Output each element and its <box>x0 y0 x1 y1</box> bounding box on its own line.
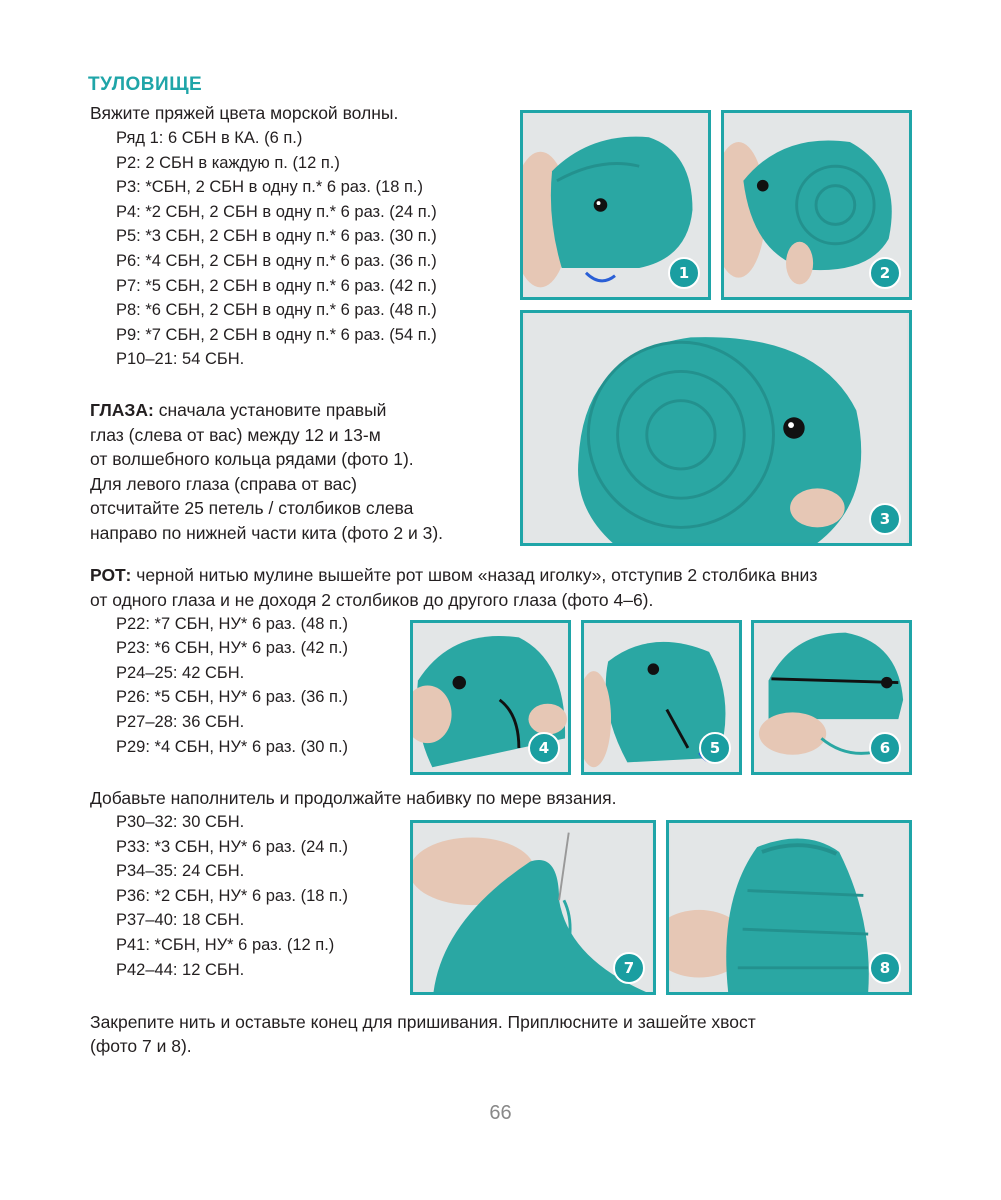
photo-3 <box>520 310 912 546</box>
row-line: Ряд 1: 6 СБН в КА. (6 п.) <box>116 129 303 147</box>
row-line: Р8: *6 СБН, 2 СБН в одну п.* 6 раз. (48 п.) <box>116 301 437 319</box>
mouth-label: РОТ: <box>90 565 132 585</box>
closing-text: (фото 7 и 8). <box>90 1036 192 1056</box>
row-line: Р37–40: 18 СБН. <box>116 911 245 929</box>
closing-text: Закрепите нить и оставьте конец для пришивания. Приплюсните и зашейте хвост <box>90 1012 756 1032</box>
row-line: Р23: *6 СБН, НУ* 6 раз. (42 п.) <box>116 639 349 657</box>
row-line: Р4: *2 СБН, 2 СБН в одну п.* 6 раз. (24 п.) <box>116 203 437 221</box>
row-line: Р2: 2 СБН в каждую п. (12 п.) <box>116 154 340 172</box>
page-number: 66 <box>489 1102 512 1124</box>
photo-2 <box>721 110 912 300</box>
row-line: Р7: *5 СБН, 2 СБН в одну п.* 6 раз. (42 п.) <box>116 277 437 295</box>
photo-number-badge: 6 <box>869 732 901 764</box>
stuffing-note: Добавьте наполнитель и продолжайте набивку по мере вязания. <box>90 788 617 808</box>
mouth-paragraph-line <box>90 563 817 588</box>
mouth-text: черной нитью мулине вышейте рот швом «назад иголку», отступив 2 столбика вниз <box>131 565 818 585</box>
row-line: Р10–21: 54 СБН. <box>116 350 245 368</box>
row-line: Р36: *2 СБН, НУ* 6 раз. (18 п.) <box>116 887 349 905</box>
row-line: Р42–44: 12 СБН. <box>116 961 245 979</box>
mouth-text: от одного глаза и не доходя 2 столбиков до другого глаза (фото 4–6). <box>90 590 654 610</box>
photo-number-badge: 3 <box>869 503 901 535</box>
row-line: Р30–32: 30 СБН. <box>116 813 245 831</box>
photo-number-badge: 8 <box>869 952 901 984</box>
row-line: Р33: *3 СБН, НУ* 6 раз. (24 п.) <box>116 838 349 856</box>
photo-number-badge: 1 <box>668 257 700 289</box>
eyes-text: Для левого глаза (справа от вас) <box>90 474 357 494</box>
photo-number-badge: 4 <box>528 732 560 764</box>
row-line: Р24–25: 42 СБН. <box>116 664 245 682</box>
crochet-whale-photo <box>523 313 909 543</box>
intro-text: Вяжите пряжей цвета морской волны. <box>90 103 399 123</box>
row-line: Р26: *5 СБН, НУ* 6 раз. (36 п.) <box>116 688 349 706</box>
photo-6 <box>751 620 912 775</box>
row-line: Р22: *7 СБН, НУ* 6 раз. (48 п.) <box>116 615 349 633</box>
photo-number-badge: 2 <box>869 257 901 289</box>
photo-number-badge: 7 <box>613 952 645 984</box>
row-line: Р29: *4 СБН, НУ* 6 раз. (30 п.) <box>116 738 349 756</box>
photo-4 <box>410 620 571 775</box>
photo-8 <box>666 820 912 995</box>
row-line: Р9: *7 СБН, 2 СБН в одну п.* 6 раз. (54 п.) <box>116 326 437 344</box>
photo-5 <box>581 620 742 775</box>
photo-7 <box>410 820 656 995</box>
photo-number-badge: 5 <box>699 732 731 764</box>
eyes-paragraph-line <box>90 398 386 423</box>
row-line: Р6: *4 СБН, 2 СБН в одну п.* 6 раз. (36 п.) <box>116 252 437 270</box>
section-title: ТУЛОВИЩЕ <box>88 74 203 95</box>
photo-1 <box>520 110 711 300</box>
row-line: Р34–35: 24 СБН. <box>116 862 245 880</box>
row-line: Р27–28: 36 СБН. <box>116 713 245 731</box>
row-line: Р41: *СБН, НУ* 6 раз. (12 п.) <box>116 936 335 954</box>
row-line: Р3: *СБН, 2 СБН в одну п.* 6 раз. (18 п.) <box>116 178 423 196</box>
row-line: Р5: *3 СБН, 2 СБН в одну п.* 6 раз. (30 п.) <box>116 227 437 245</box>
eyes-text: направо по нижней части кита (фото 2 и 3). <box>90 523 444 543</box>
eyes-text: глаз (слева от вас) между 12 и 13-м <box>90 425 381 445</box>
eyes-text: от волшебного кольца рядами (фото 1). <box>90 449 414 469</box>
eyes-label: ГЛАЗА: <box>90 400 154 420</box>
eyes-text: отсчитайте 25 петель / столбиков слева <box>90 498 414 518</box>
eyes-text: сначала установите правый <box>153 400 387 420</box>
